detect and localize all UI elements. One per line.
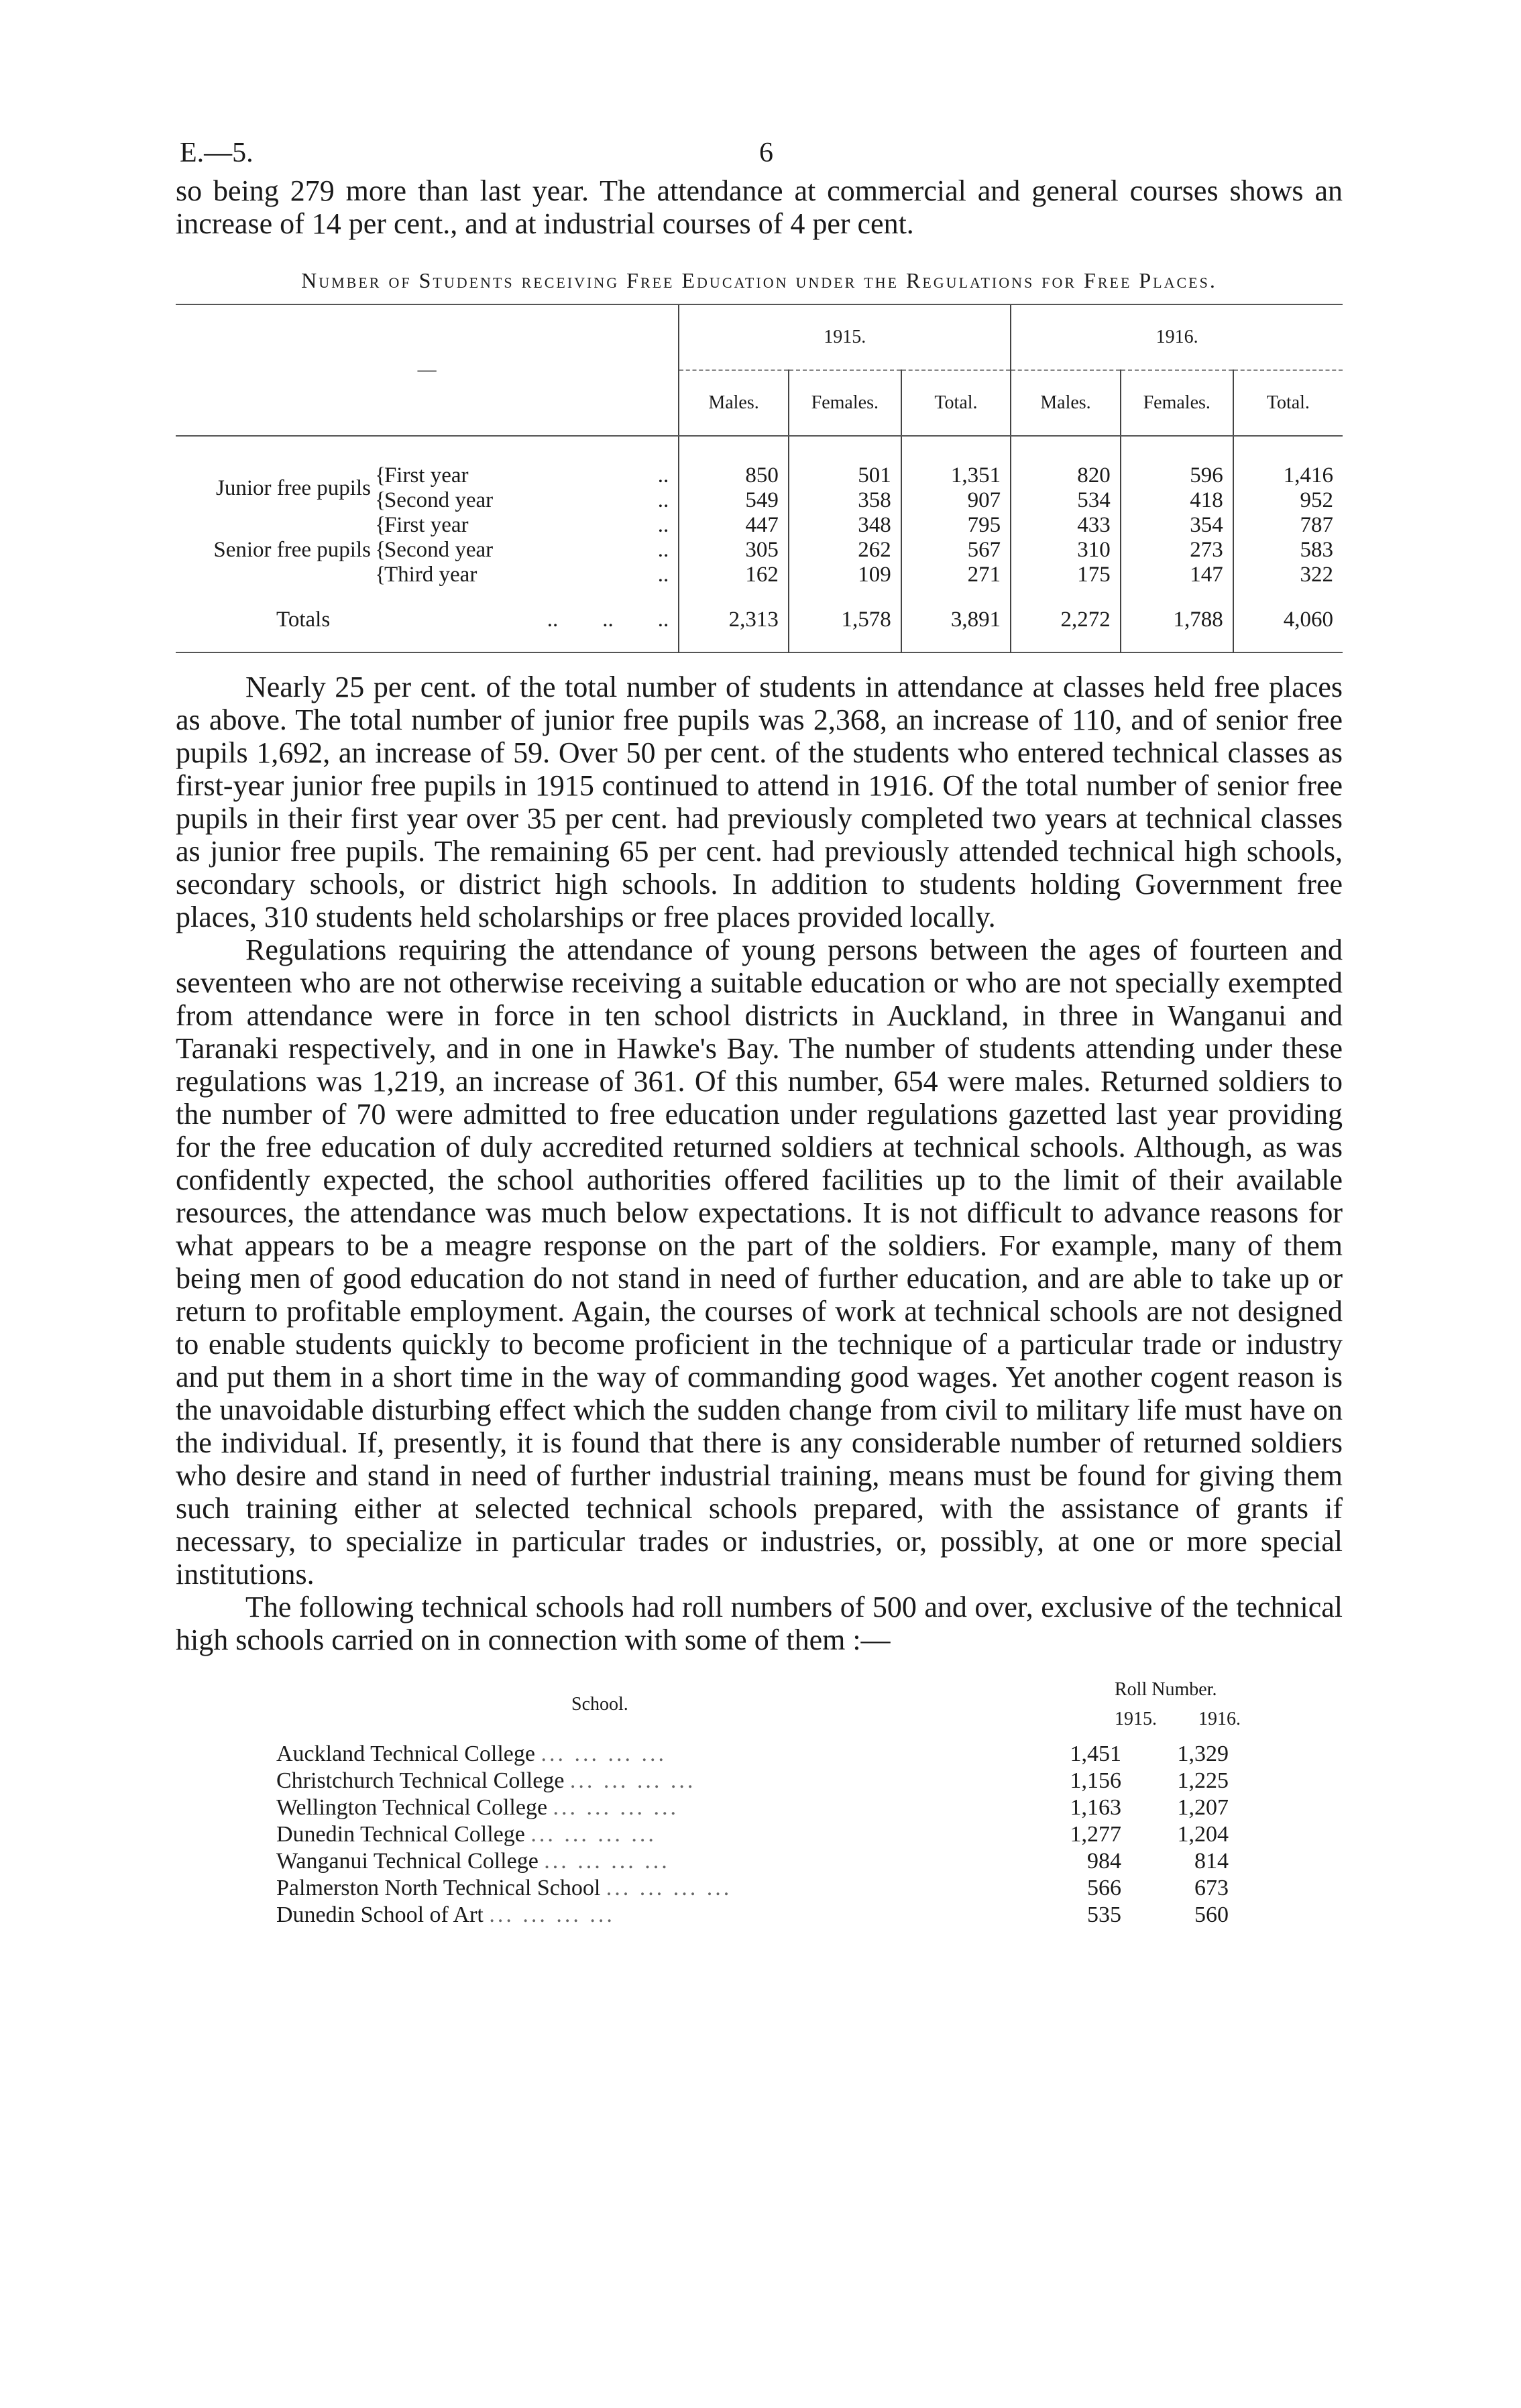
leader-dots: ... ... ... ... bbox=[553, 1795, 679, 1820]
page-number: 6 bbox=[759, 137, 773, 168]
cell: 109 bbox=[789, 563, 901, 587]
table-row: {Second year .. 305 262 567 310 273 583 bbox=[176, 538, 1343, 563]
cell: 534 bbox=[1011, 488, 1121, 513]
roll-1916: 814 bbox=[1194, 1849, 1229, 1874]
row-label: First year bbox=[384, 513, 469, 537]
cell: 418 bbox=[1121, 488, 1233, 513]
roll-1915: 984 bbox=[1087, 1849, 1121, 1874]
total-cell: 1,788 bbox=[1121, 587, 1233, 652]
cell: 271 bbox=[901, 563, 1011, 587]
col-header: Females. bbox=[1121, 370, 1233, 436]
table-row: {Third year .. 162 109 271 175 147 322 bbox=[176, 563, 1343, 587]
document-reference: E.—5. bbox=[180, 137, 253, 168]
group-label-senior: Senior free pupils bbox=[213, 538, 371, 562]
cell: 1,351 bbox=[901, 463, 1011, 488]
cell: 549 bbox=[679, 488, 789, 513]
body-paragraph-3: The following technical schools had roll numbers of 500 and over, exclusive of the technical high schools carried on in connection with some of them :— bbox=[176, 1591, 1343, 1656]
school-header: School. bbox=[571, 1694, 628, 1715]
roll-1916: 1,207 bbox=[1177, 1795, 1229, 1820]
total-cell: 4,060 bbox=[1233, 587, 1343, 652]
table-row: Senior free pupils {First year .. 447 348 795 433 354 787 bbox=[176, 513, 1343, 538]
cell: 358 bbox=[789, 488, 901, 513]
group-label-junior: Junior free pupils bbox=[216, 475, 371, 500]
cell: 162 bbox=[679, 563, 789, 587]
cell: 433 bbox=[1011, 513, 1121, 538]
body-paragraph-1: Nearly 25 per cent. of the total number of students in attendance at classes held free places as above. The total number of junior free pupils was 2,368, an increase of 110, and of senior free pupils 1,692, an increase of 59. Over 50 per cent. of the students who entered technical classes as first-year junior free pupils in 1915 continued to attend in 1916. Of the total number of senior free pupils in their first year over 35 per cent. had previously completed two years at technical classes as junior free pupils. The remaining 65 per cent. had previously attended technical high schools, secondary schools, or district high schools. In addition to students holding Government free places, 310 students held scholarships or free places provided locally. bbox=[176, 671, 1343, 933]
roll-1916: 1,204 bbox=[1177, 1822, 1229, 1847]
free-places-table bbox=[176, 305, 1343, 653]
leader-dots: ... ... ... ... bbox=[541, 1741, 667, 1766]
cell: 907 bbox=[901, 488, 1011, 513]
table-row bbox=[276, 1875, 1229, 1902]
year-header-1915: 1915. bbox=[679, 305, 1011, 370]
table-row bbox=[276, 1768, 1229, 1794]
cell: 348 bbox=[789, 513, 901, 538]
cell: 262 bbox=[789, 538, 901, 563]
row-label: Third year bbox=[384, 563, 477, 587]
table-row bbox=[276, 1741, 1229, 1768]
cell: 1,416 bbox=[1233, 463, 1343, 488]
roll-1915: 1,277 bbox=[1070, 1822, 1121, 1847]
leader-dots: ... ... ... ... bbox=[569, 1768, 696, 1793]
totals-label: Totals bbox=[276, 607, 331, 632]
cell: 567 bbox=[901, 538, 1011, 563]
roll-1916: 1,225 bbox=[1177, 1768, 1229, 1793]
table-row bbox=[276, 1902, 1229, 1929]
roll-1915: 1,451 bbox=[1070, 1741, 1121, 1766]
col-header: Females. bbox=[789, 370, 901, 436]
table-row: Junior free pupils {First year .. 850 501 1,351 820 596 1,416 bbox=[176, 463, 1343, 488]
col-header: Total. bbox=[901, 370, 1011, 436]
total-cell: 1,578 bbox=[789, 587, 901, 652]
leader-dots: .. bbox=[657, 563, 669, 587]
leader-dots: ... ... ... ... bbox=[544, 1849, 670, 1874]
year-header-1916: 1916. bbox=[1011, 305, 1343, 370]
cell: 850 bbox=[679, 463, 789, 488]
total-cell: 2,272 bbox=[1011, 587, 1121, 652]
school-name: Dunedin School of Art bbox=[276, 1902, 484, 1927]
row-label: Second year bbox=[384, 488, 494, 512]
cell: 354 bbox=[1121, 513, 1233, 538]
school-name: Wellington Technical College bbox=[276, 1795, 548, 1820]
table-row bbox=[276, 1848, 1229, 1875]
roll-1916: 673 bbox=[1194, 1876, 1229, 1900]
cell: 175 bbox=[1011, 563, 1121, 587]
roll-1916: 1,329 bbox=[1177, 1741, 1229, 1766]
roll-1915: 1,156 bbox=[1070, 1768, 1121, 1793]
leader-dots: .. bbox=[657, 538, 669, 562]
roll-number-table bbox=[276, 1674, 1241, 1929]
col-header: Total. bbox=[1233, 370, 1343, 436]
table-row: {Second year .. 549 358 907 534 418 952 bbox=[176, 488, 1343, 513]
leader-dots: ... ... ... ... bbox=[489, 1902, 615, 1927]
roll-number-header: Roll Number. bbox=[1115, 1679, 1217, 1700]
leader-dots: ... ... ... ... bbox=[530, 1822, 657, 1847]
cell: 447 bbox=[679, 513, 789, 538]
leader-dots: ... ... ... ... bbox=[606, 1876, 732, 1900]
table-row bbox=[276, 1821, 1229, 1848]
school-name: Palmerston North Technical School bbox=[276, 1876, 601, 1900]
leader-dots: .. .. .. bbox=[547, 607, 669, 632]
row-label: Second year bbox=[384, 538, 494, 562]
cell: 322 bbox=[1233, 563, 1343, 587]
cell: 952 bbox=[1233, 488, 1343, 513]
cell: 310 bbox=[1011, 538, 1121, 563]
year-header-1916: 1916. bbox=[1198, 1709, 1241, 1729]
roll-1915: 535 bbox=[1087, 1902, 1121, 1927]
leader-dots: .. bbox=[657, 463, 669, 488]
row-label: First year bbox=[384, 463, 469, 488]
leader-dots: .. bbox=[657, 513, 669, 537]
cell: 596 bbox=[1121, 463, 1233, 488]
cell: 820 bbox=[1011, 463, 1121, 488]
roll-1916: 560 bbox=[1194, 1902, 1229, 1927]
stub-header: — bbox=[176, 305, 679, 436]
cell: 147 bbox=[1121, 563, 1233, 587]
year-header-1915: 1915. bbox=[1115, 1709, 1157, 1729]
school-name: Auckland Technical College bbox=[276, 1741, 535, 1766]
table-row bbox=[276, 1794, 1229, 1821]
col-header: Males. bbox=[679, 370, 789, 436]
page-header bbox=[176, 127, 1343, 174]
intro-paragraph: so being 279 more than last year. The attendance at commercial and general courses shows an increase of 14 per cent., and at industrial courses of 4 per cent. bbox=[176, 174, 1343, 240]
cell: 795 bbox=[901, 513, 1011, 538]
table-caption: Number of Students receiving Free Education under the Regulations for Free Places. bbox=[301, 268, 1217, 292]
document-page bbox=[176, 127, 1343, 1929]
total-cell: 3,891 bbox=[901, 587, 1011, 652]
cell: 305 bbox=[679, 538, 789, 563]
school-name: Dunedin Technical College bbox=[276, 1822, 525, 1847]
body-paragraph-2: Regulations requiring the attendance of young persons between the ages of fourteen and seventeen who are not otherwise receiving a suitable education or who are not specially exempted from attendance were in force in ten school districts in Auckland, in three in Wanganui and Taranaki respectively, and in one in Hawke's Bay. The number of students attending under these regulations was 1,219, an increase of 361. Of this number, 654 were males. Returned soldiers to the number of 70 were admitted to free education under regulations gazetted last year providing for the free education of duly accredited returned soldiers at technical schools. Although, as was confidently expected, the school authorities offered facilities up to the limit of their available resources, the attendance was much below expectations. It is not difficult to advance reasons for what appears to be a meagre response on the part of the soldiers. For example, many of them being men of good education do not stand in need of further education, and are able to take up or return to profitable employment. Again, the courses of work at technical schools are not designed to enable students quickly to become proficient in the technique of a particular trade or industry and put them in a short time in the way of commanding good wages. Yet another cogent reason is the unavoidable disturbing effect which the sudden change from civil to military life must have on the individual. If, presently, it is found that there is any considerable number of returned soldiers who desire and stand in need of further industrial training, means must be found for giving them such training either at selected technical schools prepared, with the assistance of grants if necessary, to specialize in particular trades or industries, or, possibly, at one or more special institutions. bbox=[176, 933, 1343, 1591]
roll-1915: 566 bbox=[1087, 1876, 1121, 1900]
totals-row bbox=[176, 587, 1343, 652]
cell: 273 bbox=[1121, 538, 1233, 563]
leader-dots: .. bbox=[657, 488, 669, 512]
cell: 583 bbox=[1233, 538, 1343, 563]
school-name: Wanganui Technical College bbox=[276, 1849, 539, 1874]
cell: 787 bbox=[1233, 513, 1343, 538]
total-cell: 2,313 bbox=[679, 587, 789, 652]
cell: 501 bbox=[789, 463, 901, 488]
roll-1915: 1,163 bbox=[1070, 1795, 1121, 1820]
school-name: Christchurch Technical College bbox=[276, 1768, 565, 1793]
col-header: Males. bbox=[1011, 370, 1121, 436]
